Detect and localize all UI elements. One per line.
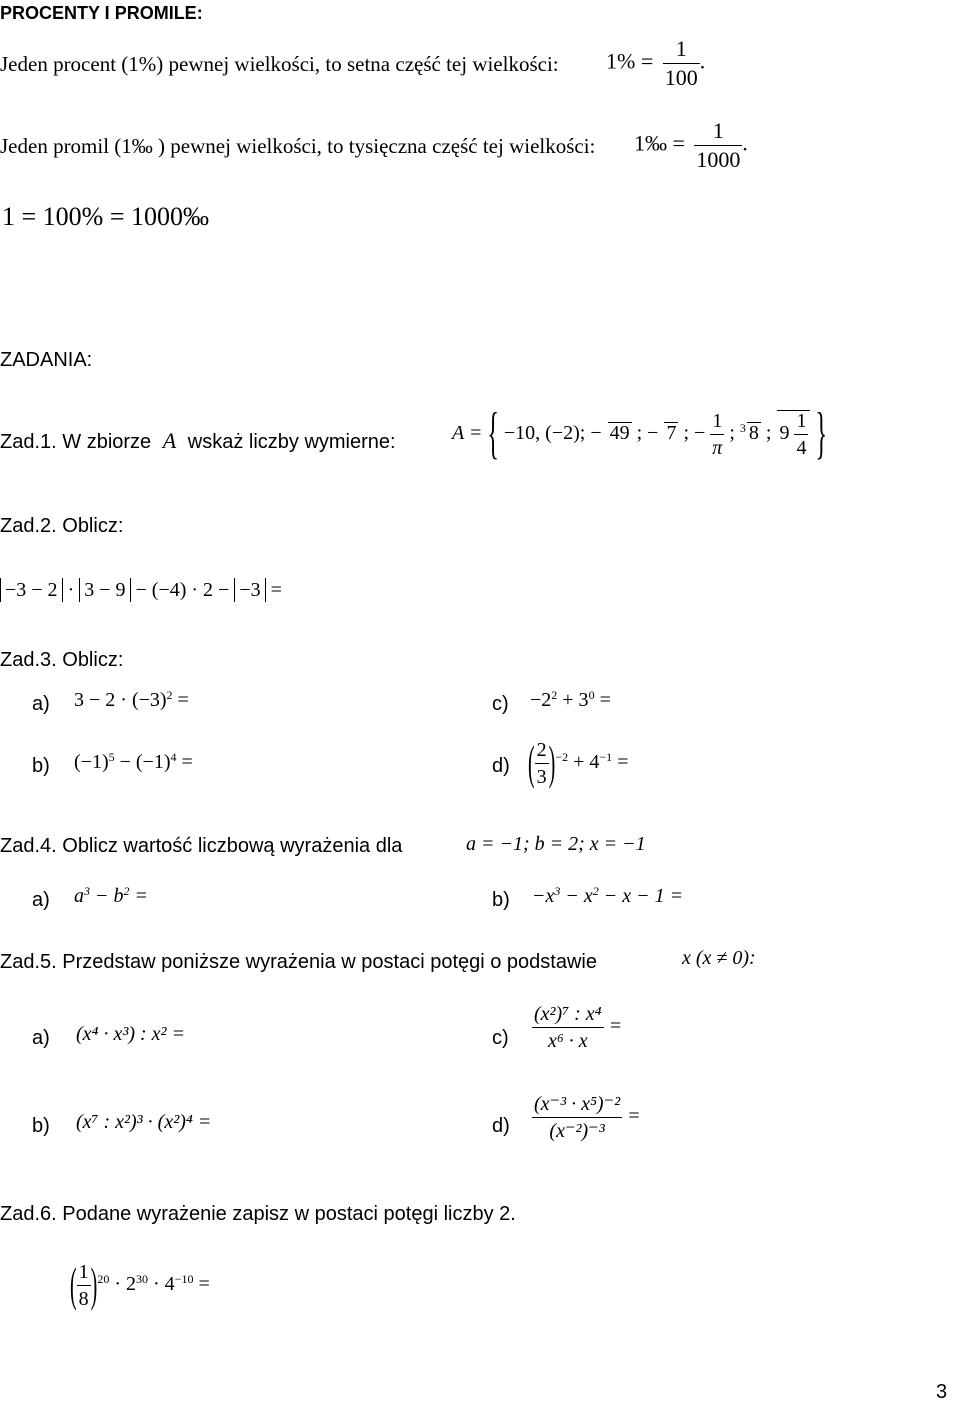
zad5-d-label: d)	[492, 1115, 510, 1137]
zad3-b-label: b)	[32, 755, 50, 777]
zad2-eq: =	[270, 579, 282, 601]
zad1-mixed-den: 4	[796, 437, 807, 459]
promil-lhs: 1‰ =	[634, 130, 685, 156]
zad2-abs2: 3 − 9	[79, 578, 130, 602]
zad1-elem1: −10, (−2); −	[503, 422, 602, 445]
zad5-a-expr: (x⁴ · x³) : x² =	[76, 1023, 186, 1045]
promil-den: 1000	[696, 147, 741, 172]
zad5-c-label: c)	[492, 1027, 509, 1049]
zad2-expr	[0, 578, 282, 602]
promil-formula: 1‰ = $\frac{1}{1000}$ .	[634, 118, 748, 172]
zad1-sep1: ; −	[636, 422, 659, 445]
zad1-var: A	[162, 428, 177, 453]
promil-definition	[0, 136, 595, 157]
zad4-values: a = −1; b = 2; x = −1	[466, 833, 646, 855]
zad1-set-name: A =	[452, 422, 483, 445]
zad1-set	[452, 403, 827, 466]
zad1-mixed-num: 1	[794, 411, 808, 435]
zad4-b-expr: $-x^3 - x^2 - x - 1$ =	[532, 883, 684, 907]
zad2-abs3: −3	[234, 578, 265, 602]
procent-definition	[0, 54, 559, 75]
zad1-prompt	[0, 430, 396, 452]
zad1-mixed-sqrt	[777, 410, 810, 458]
procent-formula: 1% = $\frac{1}{100}$ .	[606, 36, 706, 90]
procent-num: 1	[663, 38, 700, 64]
zad2-label: Zad.2. Oblicz:	[0, 515, 124, 537]
zad5-b-expr: (x⁷ : x²)³ · (x²)⁴ =	[76, 1111, 212, 1133]
percent-equality: 1 = 100% = 1000‰	[2, 202, 209, 231]
zad1-sep3: ;	[729, 422, 735, 445]
procent-lhs: 1% =	[606, 48, 654, 74]
zad4-label: Zad.4. Oblicz wartość liczbową wyrażenia dla	[0, 835, 403, 857]
zad3-a-expr: $3 - 2 \cdot (-3)^2$ =	[74, 687, 189, 711]
zad1-label: Zad.1. W zbiorze	[0, 431, 152, 453]
zad3-c-label: c)	[492, 693, 509, 715]
zad3-d-expr: ( $\frac{2}{3}$ )$^{-2} + 4^{-1}$ =	[528, 737, 629, 790]
zad3-b-expr: $(-1)^5 - (-1)^4$ =	[74, 749, 193, 773]
tasks-heading: ZADANIA:	[0, 349, 93, 371]
zad5-d-expr: $\frac{\text{(x⁻³ · x⁵)⁻²}}{\text{(x⁻²)⁻³}}$ =	[534, 1093, 641, 1142]
zad1-sep2: ; −	[683, 422, 706, 445]
zad1-pi-num: 1	[710, 411, 724, 435]
zad5-cond: x (x ≠ 0):	[682, 947, 756, 969]
zad1-mixed-whole: 9	[779, 422, 790, 445]
zad1-cbrt8: 8	[748, 422, 759, 445]
zad3-d-label: d)	[492, 755, 510, 777]
zad2-mid: ·	[67, 579, 75, 601]
zad2-abs1: −3 − 2	[0, 578, 63, 602]
zad1-sep4: ;	[765, 422, 772, 445]
procent-den: 100	[664, 65, 698, 90]
zad4-a-expr: $a^3 - b^2$ =	[74, 883, 148, 907]
zad3-a-label: a)	[32, 693, 50, 715]
section-heading: PROCENTY I PROMILE:	[0, 3, 203, 23]
zad5-a-label: a)	[32, 1027, 50, 1049]
set-close-brace: }	[815, 403, 827, 466]
promil-num: 1	[694, 120, 742, 146]
zad4-b-label: b)	[492, 889, 510, 911]
promil-text: Jeden promil (1‰ ) pewnej wielkości, to tysięczna część tej wielkości:	[0, 134, 596, 158]
zad5-c-expr: $\frac{\text{(x²)⁷ : x⁴}}{\text{x⁶ · x}}$ =	[534, 1003, 623, 1052]
zad1-cbrt-index: 3	[739, 420, 746, 435]
zad6-label: Zad.6. Podane wyrażenie zapisz w postaci potęgi liczby 2.	[0, 1203, 516, 1225]
zad5-b-label: b)	[32, 1115, 50, 1137]
zad3-c-expr: $-2^2 + 3^0$ =	[530, 687, 611, 711]
zad3-label: Zad.3. Oblicz:	[0, 649, 124, 671]
zad5-label: Zad.5. Przedstaw poniższe wyrażenia w postaci potęgi o podstawie	[0, 951, 597, 973]
page-number: 3	[936, 1381, 948, 1403]
set-open-brace: {	[487, 403, 499, 466]
zad1-label-cont: wskaż liczby wymierne:	[187, 431, 396, 453]
procent-text: Jeden procent (1%) pewnej wielkości, to setna część tej wielkości:	[0, 52, 559, 76]
zad1-sqrt7: 7	[666, 422, 677, 445]
zad2-rest1: − (−4) · 2 −	[135, 579, 230, 601]
zad6-expr: ( $\frac{1}{8}$ )$^{20} \cdot 2^{30} \cdot 4^{-10}$ =	[70, 1259, 210, 1312]
zad1-pi-den: π	[712, 437, 723, 459]
zad4-a-label: a)	[32, 889, 50, 911]
zad1-sqrt49: 49	[609, 422, 630, 445]
